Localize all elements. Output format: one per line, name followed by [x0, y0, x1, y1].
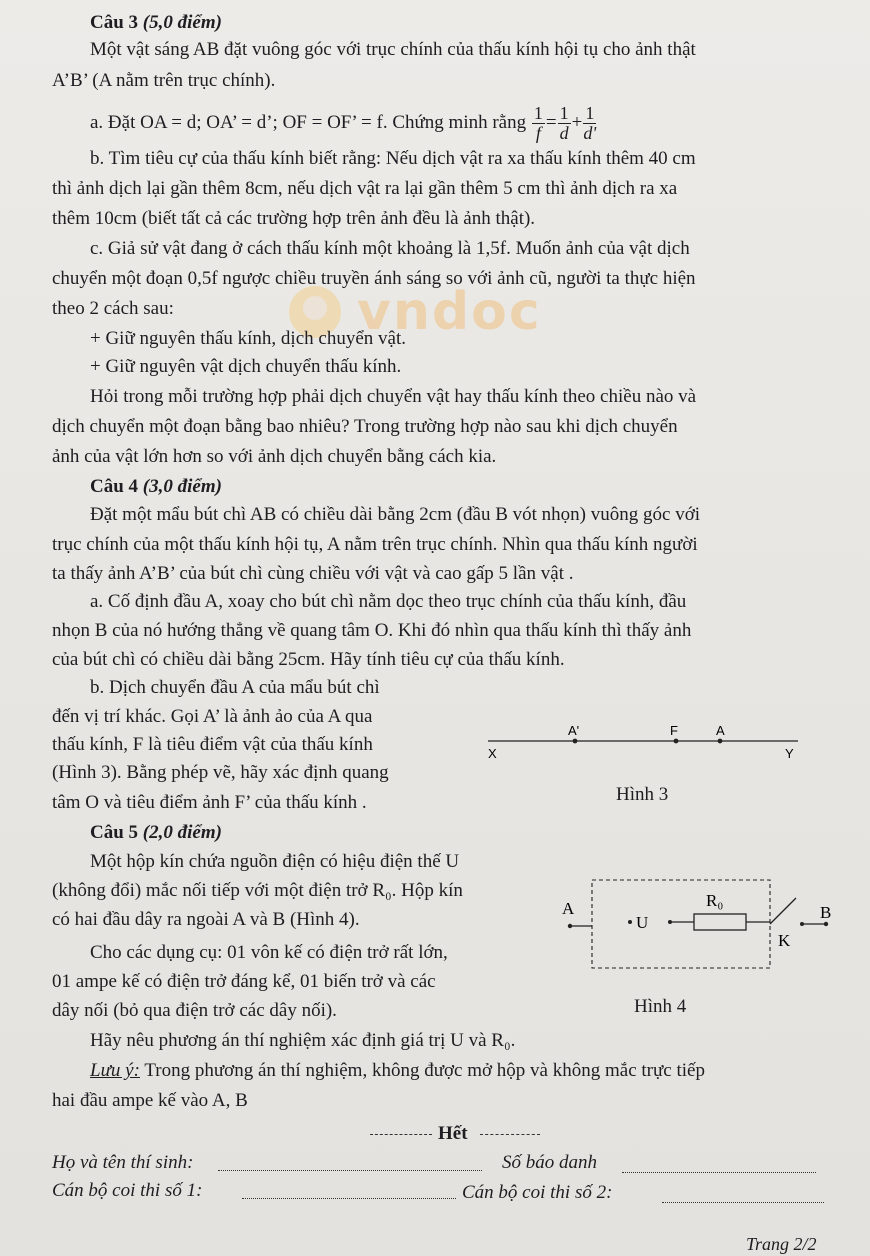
q5-title	[90, 822, 222, 845]
q4-points: (3,0 điểm)	[142, 476, 222, 497]
end-rule-left	[370, 1134, 432, 1135]
switch-contact	[800, 922, 804, 926]
q4-b-line2: đến vị trí khác. Gọi A’ là ảnh ảo của A qua	[52, 706, 373, 727]
q4-b-line5: tâm O và tiêu điểm ảnh F’ của thấu kính .	[52, 792, 367, 813]
q5-line7: Hãy nêu phương án thí nghiệm xác định giá trị U và R₀.	[90, 1030, 516, 1051]
q4-line3: ta thấy ảnh A’B’ của bút chì cùng chiều với vật và cao gấp 5 lần vật .	[52, 563, 574, 584]
q3-c-line1: c. Giả sử vật đang ở cách thấu kính một khoảng là 1,5f. Muốn ảnh của vật dịch	[90, 238, 690, 259]
q4-a-line2: nhọn B của nó hướng thẳng về quang tâm O. Khi đó nhìn qua thấu kính thì thấy ảnh	[52, 620, 692, 641]
q4-b-line4: (Hình 3). Bằng phép vẽ, hãy xác định quang	[52, 762, 389, 783]
sbd-label: Số báo danh	[502, 1152, 597, 1173]
proctor-2-label: Cán bộ coi thi số 2:	[462, 1182, 613, 1203]
q3-c-line5: + Giữ nguyên vật dịch chuyển thấu kính.	[90, 356, 402, 377]
note-label: Lưu ý:	[90, 1060, 140, 1081]
note-text: Trong phương án thí nghiệm, không được mở hộp và không mắc trực tiếp	[139, 1060, 705, 1081]
q5-points: (2,0 điểm)	[142, 822, 222, 843]
q3-c-line7: dịch chuyển một đoạn bằng bao nhiêu? Trong trường hợp nào sau khi dịch chuyển	[52, 416, 678, 437]
source-dot	[628, 920, 632, 924]
label-a: A	[716, 723, 725, 738]
formula-fraction: $\frac{1}{f}$	[533, 102, 543, 143]
q3-part-a	[90, 100, 597, 146]
point-a	[718, 739, 723, 744]
point-a-prime	[573, 739, 578, 744]
figure-4	[556, 872, 846, 976]
page-number: Trang 2/2	[746, 1234, 817, 1254]
proctor-2-line[interactable]	[662, 1202, 824, 1203]
q3-c-line4: + Giữ nguyên thấu kính, dịch chuyển vật.	[90, 328, 406, 349]
q4-line2: trục chính của một thấu kính hội tụ, A nằm trên trục chính. Nhìn qua thấu kính người	[52, 534, 698, 555]
q4-line1: Đặt một mẩu bút chì AB có chiều dài bằng 2cm (đầu B vót nhọn) vuông góc với	[90, 504, 701, 525]
q4-b-line1: b. Dịch chuyển đầu A của mẩu bút chì	[90, 677, 380, 698]
q3-c-line6: Hỏi trong mỗi trường hợp phải dịch chuyển vật hay thấu kính theo chiều nào và	[90, 386, 697, 407]
q4-a-line3: của bút chì có chiều dài bằng 25cm. Hãy tính tiêu cự của thấu kính.	[52, 649, 565, 670]
q5-line3: có hai đầu dây ra ngoài A và B (Hình 4).	[52, 909, 360, 930]
fig4-label-r0: R₀	[706, 891, 724, 910]
fig4-label-b: B	[820, 903, 832, 922]
figure-3	[480, 720, 820, 770]
formula-fraction: $\frac{1}{d}$	[559, 102, 569, 143]
q4-b-line3: thấu kính, F là tiêu điểm vật của thấu kính	[52, 734, 373, 755]
q4-title	[90, 476, 222, 499]
q5-note-line2: hai đầu ampe kế vào A, B	[52, 1090, 248, 1111]
proctor-1-label: Cán bộ coi thi số 1:	[52, 1180, 203, 1201]
q5-line6: dây nối (bỏ qua điện trở các dây nối).	[52, 1000, 337, 1021]
figure-4-caption: Hình 4	[634, 996, 687, 1017]
label-x: X	[488, 746, 497, 761]
q3-line2: A’B’ (A nằm trên trục chính).	[52, 70, 276, 91]
q5-line2: (không đổi) mắc nối tiếp với một điện trở R₀. Hộp kín	[52, 880, 463, 901]
terminal-b	[824, 922, 828, 926]
q5-heading: Câu 5	[90, 822, 139, 843]
watermark-text: vndoc	[357, 282, 542, 342]
proctor-1-line[interactable]	[242, 1198, 456, 1199]
q5-line1: Một hộp kín chứa nguồn điện có hiệu điện thế U	[90, 851, 460, 872]
q3-line1: Một vật sáng AB đặt vuông góc với trục chính của thấu kính hội tụ cho ảnh thật	[90, 39, 696, 60]
q3-a-text: a. Đặt OA = d; OA’ = d’; OF = OF’ = f. Chứng minh rằng	[90, 112, 527, 133]
q3-c-line2: chuyển một đoạn 0,5f ngược chiều truyền ánh sáng so với ảnh cũ, người ta thực hiện	[52, 268, 696, 289]
end-marker: Hết	[438, 1123, 468, 1144]
q4-heading: Câu 4	[90, 476, 139, 497]
end-rule-right	[480, 1134, 540, 1135]
q3-heading: Câu 3	[90, 12, 139, 33]
q3-points: (5,0 điểm)	[142, 12, 222, 33]
point-f	[674, 739, 679, 744]
closed-box	[592, 880, 770, 968]
sbd-line[interactable]	[622, 1172, 816, 1173]
q3-c-line8: ảnh của vật lớn hơn so với ảnh dịch chuyển bằng cách kia.	[52, 446, 497, 467]
label-y: Y	[785, 746, 794, 761]
fig4-label-u: U	[636, 913, 649, 932]
q5-line4: Cho các dụng cụ: 01 vôn kế có điện trở rất lớn,	[90, 942, 448, 963]
figure-3-caption: Hình 3	[616, 784, 669, 805]
q3-b-line2: thì ảnh dịch lại gần thêm 8cm, nếu dịch vật ra lại gần thêm 5 cm thì ảnh dịch ra xa	[52, 178, 678, 199]
fig4-label-a: A	[562, 899, 575, 918]
q3-c-line3: theo 2 cách sau:	[52, 298, 174, 319]
q4-a-line1: a. Cố định đầu A, xoay cho bút chì nằm dọc theo trục chính của thấu kính, đầu	[90, 591, 687, 612]
terminal-a	[568, 924, 572, 928]
label-f: F	[670, 723, 678, 738]
formula-equals: =	[545, 112, 557, 133]
formula-plus: +	[571, 112, 583, 133]
fig4-label-k: K	[778, 931, 791, 950]
formula-fraction: $\frac{1}{d'}$	[583, 102, 597, 143]
switch-k	[770, 898, 796, 924]
label-a-prime: A'	[568, 723, 580, 738]
candidate-name-label: Họ và tên thí sinh:	[52, 1152, 194, 1173]
q3-title	[90, 12, 222, 35]
q3-b-line3: thêm 10cm (biết tất cả các trường hợp trên ảnh đều là ảnh thật).	[52, 208, 536, 229]
q3-b-line1: b. Tìm tiêu cự của thấu kính biết rằng: Nếu dịch vật ra xa thấu kính thêm 40 cm	[90, 148, 696, 169]
candidate-name-line[interactable]	[218, 1170, 482, 1171]
resistor-r0	[694, 914, 746, 930]
q5-line5: 01 ampe kế có điện trở đáng kể, 01 biến trở và các	[52, 971, 436, 992]
q5-note-line1	[90, 1060, 705, 1083]
